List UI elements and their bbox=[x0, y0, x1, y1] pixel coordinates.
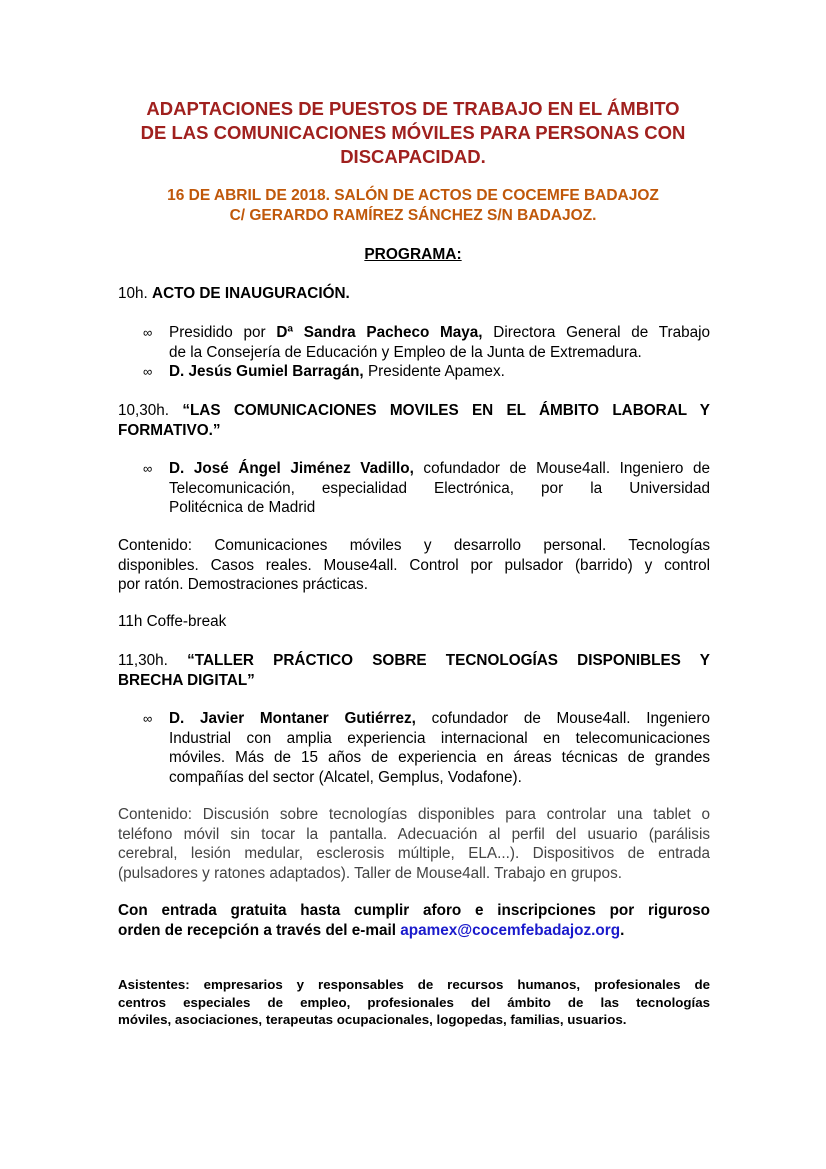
speaker-name: D. Javier Montaner Gutiérrez, bbox=[169, 710, 416, 727]
document-title bbox=[110, 97, 716, 169]
event-date-location bbox=[110, 186, 716, 226]
session3-heading bbox=[118, 651, 710, 690]
session2-contenido: Contenido: Comunicaciones móviles y desarrollo personal. Tecnologías disponibles. Casos reales. Mouse4all. Control por pulsador (barrido) y control por ratón. Demostraciones prácticas. bbox=[118, 537, 710, 593]
session1-heading bbox=[118, 284, 710, 304]
session2-time: 10,30h. bbox=[118, 402, 170, 419]
bullet-icon: ∞ bbox=[143, 364, 153, 379]
subtitle-line: C/ GERARDO RAMÍREZ SÁNCHEZ S/N BADAJOZ. bbox=[229, 207, 597, 224]
session3-title-cont: BRECHA DIGITAL” bbox=[118, 671, 255, 689]
speaker-desc: Politécnica de Madrid bbox=[169, 499, 316, 516]
speaker-line: Presidido por Dª Sandra Pacheco Maya, Directora General de Trabajo bbox=[169, 324, 711, 341]
session3-contenido: Contenido: Discusión sobre tecnologías disponibles para controlar una tablet o teléfono móvil sin tocar la pantalla. Adecuación al perfil del usuario (parálisis cerebral, lesión medular, esclerosis múltiple, ELA...). Dispositivos de entrada (pulsadores y ratones adaptados). Taller de Mouse4all. Trabajo en grupos. bbox=[118, 806, 710, 882]
speaker-desc: de la Consejería de Educación y Empleo de la Junta de Extremadura. bbox=[169, 343, 642, 361]
bullet-icon: ∞ bbox=[143, 325, 153, 340]
document-page: ADAPTACIONES DE PUESTOS DE TRABAJO EN EL ÁMBITO DE LAS COMUNICACIONES MÓVILES PARA PERSONAS CON DISCAPACIDAD. 16 DE ABRIL DE 2018. SALÓN DE ACTOS DE COCEMFE BADAJOZ C/ GERARDO RAMÍREZ SÁNCHEZ S/N BADAJOZ. PROGRAMA: 10h. ACTO DE INAUGURACIÓN. ∞ Presidido por Dª Sandra Pacheco Maya, Directora General de Trabajo de la Consejería de Educación y Empleo de la Junta de Extremadura. ∞ D. Jesús Gumiel Barragán, Presidente Apamex. 10,30h. “LAS COMUNICACIONES MOVILES EN EL ÁMBITO LABORAL Y FORMATIVO.” ∞ D. José Ángel Jiménez Vadillo, cofundador de Mouse4all. Ingeniero de Telecomunicación, especialidad Electrónica, por la Universidad Politécnica de Madrid Contenido: Comunicaciones móviles y desarrollo personal. Tecnologías disponibles. Casos reales. Mouse4all. Control por pulsador (barrido) y control por ratón. Demostraciones prácticas. 11h Coffe-break 11,30h. “TALLER PRÁCTICO SOBRE TECNOLOGÍAS DISPONIBLES Y BRECHA DIGITAL” ∞ D. Javier Montaner Gutiérrez, cofundador de Mouse4all. Ingeniero Industrial con amplia experiencia internacional en telecomunicaciones móviles. Más de 15 años de experiencia en áreas técnicas de grandes compañías del sector (Alcatel, Gemplus, Vodafone). Contenido: Discusión sobre tecnologías disponibles para controlar una tablet o teléfono móvil sin tocar la pantalla. Adecuación al perfil del usuario (parálisis cerebral, lesión medular, esclerosis múltiple, ELA...). Dispositivos de entrada (pulsadores y ratones adaptados). Taller de Mouse4all. Trabajo en grupos. Con entrada gratuita hasta cumplir aforo e inscripciones por riguroso orden de recepción a través del e-mail apamex@cocemfebadajoz.org. Asistentes: empresarios y responsables de recursos humanos, profesionales de centros especiales de empleo, profesionales del ámbito de las tecnologías móviles, asociaciones, terapeutas ocupacionales, logopedas, familias, usuarios. bbox=[0, 0, 826, 1169]
asistentes-info: Asistentes: empresarios y responsables de recursos humanos, profesionales de centros especiales de empleo, profesionales del ámbito de las tecnologías móviles, asociaciones, terapeutas ocupacionales, logopedas, familias, usuarios. bbox=[118, 977, 710, 1027]
subtitle-line: 16 DE ABRIL DE 2018. SALÓN DE ACTOS DE COCEMFE BADAJOZ bbox=[167, 187, 659, 204]
session2-title: “LAS COMUNICACIONES MOVILES EN EL ÁMBITO LABORAL Y bbox=[182, 402, 710, 419]
speaker-name: D. Jesús Gumiel Barragán, bbox=[169, 363, 364, 380]
email-link[interactable]: apamex@cocemfebadajoz.org bbox=[400, 921, 621, 939]
bullet-icon: ∞ bbox=[143, 711, 153, 726]
speaker-desc: compañías del sector (Alcatel, Gemplus, Vodafone). bbox=[169, 768, 522, 786]
speaker-desc: móviles. Más de 15 años de experiencia en áreas técnicas de grandes bbox=[169, 749, 710, 766]
session3-title: “TALLER PRÁCTICO SOBRE TECNOLOGÍAS DISPONIBLES Y bbox=[187, 652, 710, 669]
speaker-name: D. José Ángel Jiménez Vadillo, bbox=[169, 460, 414, 477]
speaker-name: Dª Sandra Pacheco Maya, bbox=[276, 324, 483, 341]
title-line: DISCAPACIDAD. bbox=[340, 146, 486, 167]
session3-time: 11,30h. bbox=[118, 652, 168, 669]
speaker-desc: Industrial con amplia experiencia internacional en telecomunicaciones bbox=[169, 729, 710, 747]
session2-heading bbox=[118, 401, 710, 440]
session2-title-cont: FORMATIVO.” bbox=[118, 421, 221, 439]
title-line: DE LAS COMUNICACIONES MÓVILES PARA PERSONAS CON bbox=[140, 122, 686, 143]
entrada-info: Con entrada gratuita hasta cumplir aforo e inscripciones por riguroso orden de recepción a través del e-mail apamex@cocemfebadajoz.org. bbox=[118, 902, 710, 939]
session1-time: 10h. bbox=[118, 285, 148, 302]
title-line: ADAPTACIONES DE PUESTOS DE TRABAJO EN EL ÁMBITO bbox=[146, 98, 680, 119]
bullet-icon: ∞ bbox=[143, 461, 153, 476]
session1-title: ACTO DE INAUGURACIÓN. bbox=[152, 285, 350, 302]
programa-heading: PROGRAMA: bbox=[364, 246, 462, 263]
speaker-desc: Presidente Apamex. bbox=[367, 363, 505, 380]
speaker-desc: Telecomunicación, especialidad Electrónica, por la Universidad bbox=[169, 479, 710, 497]
coffee-break: 11h Coffe-break bbox=[118, 613, 227, 630]
